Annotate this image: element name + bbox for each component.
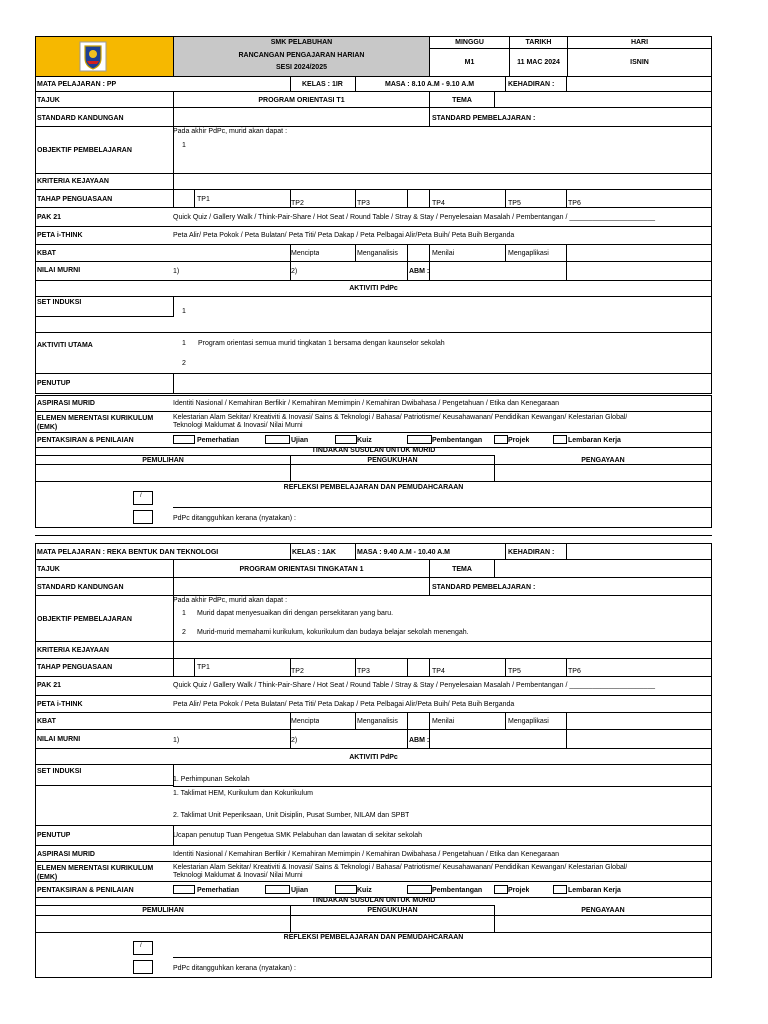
standard-pembelajaran-label-2: STANDARD PEMBELAJARAN :: [432, 584, 536, 591]
refleksi-slash-1: /: [140, 493, 142, 499]
aspirasi-options-2[interactable]: Identiti Nasional / Kemahiran Berfikir / Kemahiran Memimpin / Kemahiran Dwibahasa / Pengetahuan / Etika dan Kenegaraan: [173, 851, 559, 858]
refleksi-line-1: [173, 507, 712, 508]
row-tahap-2: [35, 658, 712, 677]
kbat-mengaplikasi-1[interactable]: Mengaplikasi: [508, 250, 549, 257]
set-induksi-1-number: 1: [182, 308, 186, 315]
lembaran-kerja-checkbox-1[interactable]: [553, 435, 567, 444]
mata-pelajaran-label-1: MATA PELAJARAN : PP: [37, 81, 117, 88]
kelas-label-2: KELAS : 1AK: [292, 549, 336, 556]
ditangguhkan-label-2: PdPc ditangguhkan kerana (nyatakan) :: [173, 965, 296, 972]
projek-checkbox-1[interactable]: [494, 435, 508, 444]
standard-kandungan-value-1: [173, 107, 430, 127]
nilai-2-marker: 2): [291, 268, 298, 275]
kbat-label-2: KBAT: [37, 718, 56, 725]
ujian-checkbox-1[interactable]: [265, 435, 290, 444]
pembentangan-checkbox-2[interactable]: [407, 885, 432, 894]
pengukuhan-label-2: PENGUKUHAN: [367, 907, 418, 914]
lembaran-kerja-checkbox-2[interactable]: [553, 885, 567, 894]
kriteria-label-2: KRITERIA KEJAYAAN: [37, 647, 109, 654]
document-title: RANCANGAN PENGAJARAN HARIAN: [238, 52, 365, 59]
tarikh-header: TARIKH: [525, 39, 552, 46]
aspirasi-options-1[interactable]: Identiti Nasional / Kemahiran Berfikir / Kemahiran Memimpin / Kemahiran Dwibahasa / Pengetahuan / Etika dan Kenegaraan: [173, 400, 559, 407]
set-induksi-2-3[interactable]: 2. Taklimat Unit Peperiksaan, Unit Disiplin, Pusat Sumber, NILAM dan SPBT: [173, 812, 410, 819]
abm-label-1: ABM :: [409, 268, 430, 275]
pak21-label-2: PAK 21: [37, 682, 61, 689]
refleksi-heading-1: REFLEKSI PEMBELAJARAN DAN PEMUDAHCARAAN: [283, 484, 464, 491]
set-induksi-2-1[interactable]: 1. Perhimpunan Sekolah: [173, 776, 250, 783]
objektif-intro-1: Pada akhir PdPc, murid akan dapat :: [173, 128, 288, 135]
kriteria-value-1: [173, 173, 712, 190]
ditangguhkan-label-1: PdPc ditangguhkan kerana (nyatakan) :: [173, 515, 296, 522]
aspirasi-label-1: ASPIRASI MURID: [37, 400, 95, 407]
objektif-intro-2: Pada akhir PdPc, murid akan dapat :: [173, 597, 288, 604]
nilai-2-2-marker: 2): [291, 737, 298, 744]
pengayaan-label-1: PENGAYAAN: [581, 457, 625, 464]
minggu-header: MINGGU: [455, 39, 484, 46]
tahap-label-2: TAHAP PENGUASAAN: [37, 664, 113, 671]
aktiviti-utama-2-number: 2: [182, 360, 186, 367]
kbat-menilai-2[interactable]: Menilai: [432, 718, 455, 725]
tp4-1[interactable]: TP4: [432, 200, 445, 207]
pemulihan-label-2: PEMULIHAN: [142, 907, 184, 914]
hari-header: HARI: [630, 39, 649, 46]
lembaran-kerja-label-2: Lembaran Kerja: [568, 887, 621, 894]
objektif-2-2-text[interactable]: Murid-murid memahami kurikulum, kokurikulum dan budaya belajar sekolah menengah.: [197, 629, 469, 636]
masa-label-1: MASA : 8.10 A.M - 9.10 A.M: [385, 81, 475, 88]
tp-spacer-2: [173, 658, 195, 677]
tp6-2[interactable]: TP6: [568, 668, 581, 675]
set-induksi-2-2[interactable]: 1. Taklimat HEM, Kurikulum dan Kokurikulum: [173, 790, 313, 797]
mata-pelajaran-value-1[interactable]: PP: [106, 81, 117, 88]
school-crest-icon: [78, 41, 108, 72]
ujian-label-2: Ujian: [291, 887, 309, 894]
pak21-label-1: PAK 21: [37, 214, 61, 221]
row-mata-pelajaran-1: [35, 76, 712, 92]
kbat-menilai-1[interactable]: Menilai: [432, 250, 455, 257]
objektif-1-number: 1: [182, 142, 186, 149]
kbat-menganalisis-1[interactable]: Menganalisis: [357, 250, 398, 257]
emk-options-2a[interactable]: Kelestarian Alam Sekitar/ Kreativiti & Inovasi/ Sains & Teknologi / Bahasa/ Patriotisme/ Keusahawanan/ Pendidikan Kewangan/ Kelestarian Global/: [173, 864, 628, 871]
tindakan-heading-2: TINDAKAN SUSULAN UNTUK MURID: [311, 897, 436, 904]
pembentangan-label-1: Pembentangan: [432, 437, 483, 444]
nilai-divider-2-1: [290, 729, 408, 749]
lesson-separator: [35, 535, 712, 536]
emk-options-1b[interactable]: Teknologi Maklumat & Inovasi/ Nilai Murni: [173, 422, 303, 429]
masa-label-2: MASA : 9.40 A.M - 10.40 A.M: [357, 549, 450, 556]
masa-value-1[interactable]: 8.10 A.M - 9.10 A.M: [411, 81, 475, 88]
kriteria-label-1: KRITERIA KEJAYAAN: [37, 178, 109, 185]
ujian-label-1: Ujian: [291, 437, 309, 444]
tajuk-value-1[interactable]: PROGRAM ORIENTASI T1: [258, 97, 345, 104]
peta-label-2: PETA i-THINK: [37, 701, 83, 708]
kehadiran-label-1: KEHADIRAN :: [508, 81, 555, 88]
projek-label-1: Projek: [508, 437, 530, 444]
nilai-divider-2: [429, 261, 567, 281]
emk-label-1: ELEMEN MERENTASI KURIKULUM (EMK): [37, 415, 154, 431]
refleksi-checkbox-2a[interactable]: [133, 941, 153, 955]
tajuk-label-1: TAJUK: [37, 97, 60, 104]
standard-kandungan-value-2: [173, 577, 430, 596]
kuiz-label-2: Kuiz: [357, 887, 372, 894]
tp3-1[interactable]: TP3: [357, 200, 370, 207]
row-tahap-1: [35, 189, 712, 208]
pentaksiran-label-2: PENTAKSIRAN & PENILAIAN: [37, 887, 134, 894]
nilai-label-1: NILAI MURNI: [37, 267, 81, 274]
refleksi-checkbox-1b[interactable]: [133, 510, 153, 524]
tp-divider-2: [407, 189, 430, 208]
kehadiran-label-2: KEHADIRAN :: [508, 549, 555, 556]
kbat-mencipta-1[interactable]: Mencipta: [291, 250, 320, 257]
hari-value[interactable]: ISNIN: [630, 59, 649, 66]
tp6-1[interactable]: TP6: [568, 200, 581, 207]
peta-options-2[interactable]: Peta Alir/ Peta Pokok / Peta Bulatan/ Peta Titi/ Peta Dakap / Peta Pelbagai Alir/Peta Buih/ Peta Buih Berganda: [173, 701, 515, 708]
objektif-2-1-text[interactable]: Murid dapat menyesuaikan diri dengan persekitaran yang baru.: [197, 610, 394, 617]
masa-value-2[interactable]: 9.40 A.M - 10.40 A.M: [383, 549, 450, 556]
refleksi-slash-2: /: [140, 943, 142, 949]
tp5-2[interactable]: TP5: [508, 668, 521, 675]
projek-label-2: Projek: [508, 887, 530, 894]
emk-options-1a[interactable]: Kelestarian Alam Sekitar/ Kreativiti & Inovasi/ Sains & Teknologi / Bahasa/ Patriotisme/ Keusahawanan/ Pendidikan Kewangan/ Kelestarian Global/: [173, 414, 628, 421]
set-induksi-divider-2: [173, 786, 712, 787]
projek-checkbox-2[interactable]: [494, 885, 508, 894]
pemulihan-label-1: PEMULIHAN: [142, 457, 184, 464]
lembaran-kerja-label-1: Lembaran Kerja: [568, 437, 621, 444]
pemerhatian-label-2: Pemerhatian: [197, 887, 240, 894]
objektif-2-2-number: 2: [182, 629, 186, 636]
tp3-2[interactable]: TP3: [357, 668, 370, 675]
emk-options-2b[interactable]: Teknologi Maklumat & Inovasi/ Nilai Murni: [173, 872, 303, 879]
kuiz-checkbox-1[interactable]: [335, 435, 357, 444]
penutup-text-2[interactable]: Ucapan penutup Tuan Pengetua SMK Pelabuhan dan lawatan di sekitar sekolah: [173, 832, 423, 839]
refleksi-checkbox-2b[interactable]: [133, 960, 153, 974]
standard-pembelajaran-label-1: STANDARD PEMBELAJARAN :: [432, 115, 536, 122]
aktiviti-utama-label-1: AKTIVITI UTAMA: [37, 342, 93, 349]
tarikh-value[interactable]: 11 MAC 2024: [517, 59, 560, 66]
kbat-divider-2-2: [407, 712, 430, 730]
nilai-divider-2-2: [429, 729, 567, 749]
pentaksiran-label-1: PENTAKSIRAN & PENILAIAN: [37, 437, 134, 444]
refleksi-checkbox-1a[interactable]: [133, 491, 153, 505]
nilai-2-1-marker: 1): [173, 737, 180, 744]
tindakan-divider-2: [35, 915, 712, 916]
mata-pelajaran-label-2: MATA PELAJARAN : REKA BENTUK DAN TEKNOLOGI: [37, 549, 219, 556]
ujian-checkbox-2[interactable]: [265, 885, 290, 894]
kelas-label-1: KELAS : 1IR: [302, 81, 343, 88]
aktiviti-utama-1-number: 1: [182, 340, 186, 347]
standard-kandungan-label-1: STANDARD KANDUNGAN: [37, 115, 124, 122]
tema-label-2: TEMA: [452, 566, 472, 573]
penutup-label-2: PENUTUP: [37, 832, 71, 839]
minggu-value[interactable]: M1: [464, 59, 475, 66]
peta-label-1: PETA i-THINK: [37, 232, 83, 239]
tahap-label-1: TAHAP PENGUASAAN: [37, 196, 113, 203]
emk-label-2: ELEMEN MERENTASI KURIKULUM (EMK): [37, 865, 154, 881]
tindakan-divider-1: [35, 464, 712, 465]
tp2-1[interactable]: TP2: [291, 200, 304, 207]
aktiviti-heading-2: AKTIVITI PdPc: [349, 754, 398, 761]
kbat-menganalisis-2[interactable]: Menganalisis: [357, 718, 398, 725]
pembentangan-checkbox-1[interactable]: [407, 435, 432, 444]
tindakan-heading-1: TINDAKAN SUSULAN UNTUK MURID: [311, 447, 436, 454]
kriteria-value-2: [173, 641, 712, 659]
refleksi-line-2: [173, 957, 712, 958]
pengayaan-label-2: PENGAYAAN: [581, 907, 625, 914]
pembentangan-label-2: Pembentangan: [432, 887, 483, 894]
nilai-divider-1: [290, 261, 408, 281]
pak21-options-2[interactable]: Quick Quiz / Gallery Walk / Think-Pair-Share / Hot Seat / Round Table / Stray & Stay / Penyelesaian Masalah / Pembentangan / ______________________: [173, 682, 655, 689]
aktiviti-utama-1-text[interactable]: Program orientasi semua murid tingkatan 1 bersama dengan kaunselor sekolah: [198, 340, 445, 347]
session-label: SESI 2024/2025: [276, 64, 327, 71]
kbat-mencipta-2[interactable]: Mencipta: [291, 718, 320, 725]
refleksi-heading-2: REFLEKSI PEMBELAJARAN DAN PEMUDAHCARAAN: [283, 934, 464, 941]
kbat-label-1: KBAT: [37, 250, 56, 257]
tajuk-value-2[interactable]: PROGRAM ORIENTASI TINGKATAN 1: [239, 566, 364, 573]
aktiviti-heading-1: AKTIVITI PdPc: [349, 285, 398, 292]
pemerhatian-checkbox-2[interactable]: [173, 885, 195, 894]
nilai-1-marker: 1): [173, 268, 180, 275]
set-induksi-label-2: SET INDUKSI: [37, 768, 82, 775]
tp1-2[interactable]: TP1: [197, 664, 210, 671]
mata-pelajaran-value-2[interactable]: REKA BENTUK DAN TEKNOLOGI: [106, 549, 219, 556]
kuiz-checkbox-2[interactable]: [335, 885, 357, 894]
kelas-value-2[interactable]: 1AK: [321, 549, 336, 556]
aspirasi-label-2: ASPIRASI MURID: [37, 851, 95, 858]
kuiz-label-1: Kuiz: [357, 437, 372, 444]
pengukuhan-label-1: PENGUKUHAN: [367, 457, 418, 464]
tp-spacer-1: [173, 189, 195, 208]
set-induksi-label-1: SET INDUKSI: [37, 299, 82, 306]
pemerhatian-checkbox-1[interactable]: [173, 435, 195, 444]
school-name: SMK PELABUHAN: [270, 39, 333, 46]
peta-options-1[interactable]: Peta Alir/ Peta Pokok / Peta Bulatan/ Peta Titi/ Peta Dakap / Peta Pelbagai Alir/Peta Buih/ Peta Buih Berganda: [173, 232, 515, 239]
tp5-1[interactable]: TP5: [508, 200, 521, 207]
penutup-label-1: PENUTUP: [37, 380, 71, 387]
tajuk-label-2: TAJUK: [37, 566, 60, 573]
standard-kandungan-label-2: STANDARD KANDUNGAN: [37, 584, 124, 591]
tp4-2[interactable]: TP4: [432, 668, 445, 675]
tp1-1[interactable]: TP1: [197, 196, 210, 203]
objektif-2-1-number: 1: [182, 610, 186, 617]
kelas-value-1[interactable]: 1IR: [331, 81, 343, 88]
kbat-mengaplikasi-2[interactable]: Mengaplikasi: [508, 718, 549, 725]
tp2-2[interactable]: TP2: [291, 668, 304, 675]
kbat-divider-2: [407, 244, 430, 262]
pak21-options-1[interactable]: Quick Quiz / Gallery Walk / Think-Pair-Share / Hot Seat / Round Table / Stray & Stay / Penyelesaian Masalah / Pembentangan / ______________________: [173, 214, 655, 221]
tp-divider-2-2: [407, 658, 430, 677]
pemerhatian-label-1: Pemerhatian: [197, 437, 240, 444]
nilai-label-2: NILAI MURNI: [37, 736, 81, 743]
abm-label-2: ABM :: [409, 737, 430, 744]
tema-label-1: TEMA: [452, 97, 472, 104]
objektif-label-2: OBJEKTIF PEMBELAJARAN: [37, 616, 132, 623]
objektif-label-1: OBJEKTIF PEMBELAJARAN: [37, 147, 132, 154]
